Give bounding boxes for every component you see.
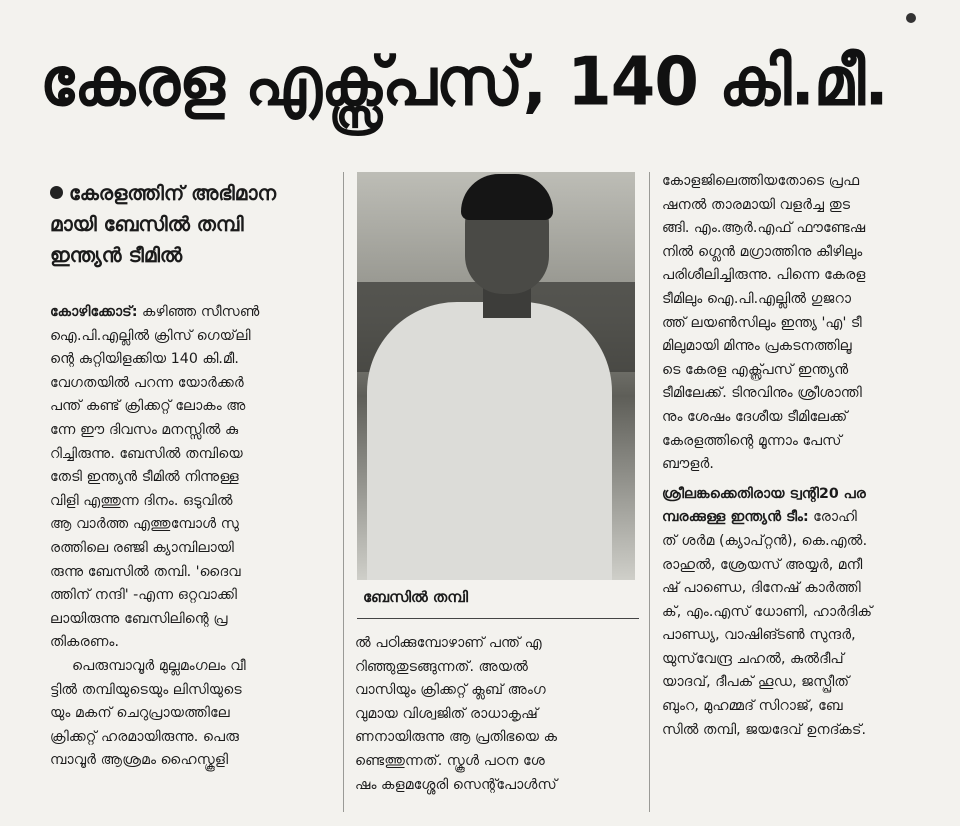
text-line: ണ്ടെത്തുന്നത്. സ്കൂൾ പഠന ശേ xyxy=(355,752,545,769)
text-line: പരിശീലിച്ചിരുന്നു. പിന്നെ കേരള xyxy=(662,267,866,284)
text-line: മ്പാവൂർ ആശ്രമം ഹൈസ്കൂളി xyxy=(50,752,229,769)
text-line: റിച്ചിരുന്നു. ബേസിൽ തമ്പിയെ xyxy=(50,445,243,462)
text-line: മിലുമായി മിന്നും പ്രകടനത്തിലൂ xyxy=(662,338,852,355)
paragraph-2 xyxy=(50,655,350,679)
squad-line: ത് ശർമ (ക്യാപ്റ്റൻ), കെ.എൽ. xyxy=(662,532,868,549)
text-line: രുന്നു ബേസിൽ തമ്പി. 'ദൈവ xyxy=(50,563,241,580)
text-line: യും മകന് ചെറുപ്രായത്തിലേ xyxy=(50,705,230,722)
team-heading-line: ശ്രീലങ്കക്കെതിരായ ട്വന്റി20 പര xyxy=(662,485,866,502)
text-line: വുമായ വിശ്വജിത് രാധാകൃഷ് xyxy=(355,705,538,722)
text-line: ടെ കേരള എക്സ്പ്രസ് ഇന്ത്യൻ xyxy=(662,361,849,378)
squad-line: ക്, എം.എസ് ധോണി, ഹാർദിക് xyxy=(662,603,873,620)
text-line: ഷനൽ താരമായി വളർച്ച തുട xyxy=(662,196,851,213)
text-line: ഐ.പി.എല്ലിൽ ക്രിസ് ഗെയ്‌ലി xyxy=(50,327,251,344)
text-line: ക്രിക്കറ്റ് ഹരമായിരുന്നു. പെരു xyxy=(50,728,240,745)
squad-line: യാദവ്, ദീപക് ഹൂഡ, ജസ്പ്രീത് xyxy=(662,674,850,691)
player-photo xyxy=(357,172,635,580)
subheadline xyxy=(50,178,350,271)
squad-line: യുസ്‌വേന്ദ്ര ചഹൽ, കുൽദീപ് xyxy=(662,650,844,667)
column-2 xyxy=(355,632,637,797)
text-line: റിഞ്ഞുതുടങ്ങുന്നത്. അയൽ xyxy=(355,658,529,675)
text-line: വേഗതയിൽ പറന്ന യോർക്കർ xyxy=(50,374,244,391)
corner-dot xyxy=(906,13,916,23)
paragraph-1 xyxy=(50,301,350,655)
squad-line: സിൽ തമ്പി, ജയദേവ് ഉനദ്കട്. xyxy=(662,721,867,738)
column-3 xyxy=(662,170,932,742)
column-divider-right xyxy=(649,172,650,812)
text-line: ട്ടിൽ തമ്പിയുടെയും ലിസിയുടെ xyxy=(50,681,242,698)
text-line: നിൽ ഗ്ലെൻ മഗ്രാത്തിനു കീഴിലും xyxy=(662,243,863,260)
text-line: പെരുമ്പാവൂർ മുല്ലമംഗലം വീ xyxy=(72,657,246,674)
text-line: ടീമിലേക്ക്. ടിനുവിനും ശ്രീശാന്തി xyxy=(662,385,862,402)
caption-rule xyxy=(357,618,639,619)
text-line: നും ശേഷം ദേശീയ ടീമിലേക്ക് xyxy=(662,408,848,425)
subheadline-line-1: കേരളത്തിന് അഭിമാന xyxy=(50,178,350,209)
subheadline-line-3: ഇന്ത്യൻ ടീമിൽ xyxy=(50,243,183,267)
column-1 xyxy=(50,178,350,773)
text-line: ന്റെ കുറ്റിയിളക്കിയ 140 കി.മീ. xyxy=(50,351,239,368)
text-line: ൽ പഠിക്കുമ്പോഴാണ് പന്ത് എ xyxy=(355,635,542,651)
text-line: കോളജിലെത്തിയതോടെ പ്രഫ xyxy=(662,173,860,189)
text-line: തികരണം. xyxy=(50,634,120,651)
photo-hair xyxy=(461,174,553,220)
text-line: കേരളത്തിന്റെ മൂന്നാം പേസ് xyxy=(662,432,842,449)
dateline: കോഴിക്കോട്: xyxy=(50,304,138,320)
paragraph-2-cont xyxy=(50,679,350,773)
text-line: ത്തിന് നന്ദി' -എന്ന ഒറ്റവാക്കി xyxy=(50,587,237,604)
text-line: ആ വാർത്ത എത്തുമ്പോൾ സു xyxy=(50,516,239,533)
text-line: ങ്ങി. എം.ആർ.എഫ് ഫൗണ്ടേഷ xyxy=(662,220,866,237)
text-line: ടീമിലും ഐ.പി.എല്ലിൽ ഗുജറാ xyxy=(662,290,852,307)
headline: കേരള എക്സ്പ്രസ്, 140 കി.മീ. xyxy=(40,43,888,122)
squad-line: പാണ്ഡ്യ, വാഷിങ്ടൺ സുന്ദർ, xyxy=(662,627,856,644)
subheadline-line-2: മായി ബേസിൽ തമ്പി xyxy=(50,212,244,236)
text-line: ഷം കളമശ്ശേരി സെന്റ്പോൾസ് xyxy=(355,776,557,793)
photo-caption: ബേസിൽ തമ്പി xyxy=(363,588,468,606)
text-line: വാസിയും ക്രിക്കറ്റ് ക്ലബ് അംഗ xyxy=(355,682,546,699)
bullet-icon xyxy=(50,186,63,199)
text-line: വിളി എത്തുന്ന ദിനം. ഒടുവിൽ xyxy=(50,492,233,509)
text-line: ബൗളർ. xyxy=(662,456,714,473)
text-line: ലായിരുന്നു ബേസിലിന്റെ പ്ര xyxy=(50,610,228,627)
squad-line: രാഹുൽ, ശ്രേയസ് അയ്യർ, മനീ xyxy=(662,556,863,573)
text-line: കോഴിക്കോട്: കഴിഞ്ഞ സീസൺ xyxy=(50,304,260,320)
text-line: തേടി ഇന്ത്യൻ ടീമിൽ നിന്നുള്ള xyxy=(50,469,239,486)
squad-line: ബുംറ, മുഹമ്മദ് സിറാജ്, ബേ xyxy=(662,698,843,715)
photo-shirt xyxy=(367,302,612,580)
text-line: രത്തിലെ രഞ്ജി ക്യാമ്പിലായി xyxy=(50,539,234,556)
text-line: ന്നേ ഈ ദിവസം മനസ്സിൽ കു xyxy=(50,421,239,438)
text-line: പന്ത് കണ്ട് ക്രിക്കറ്റ് ലോകം അ xyxy=(50,398,246,415)
text-line: ണനായിരുന്നു ആ പ്രതിഭയെ ക xyxy=(355,729,558,746)
team-heading-line: മ്പരക്കുള്ള ഇന്ത്യൻ ടീം: രോഹി xyxy=(662,509,857,526)
text-line: ത്ത് ലയൺസിലും ഇന്ത്യ 'എ' ടീ xyxy=(662,314,862,331)
squad-line: ഷ് പാണ്ഡെ, ദിനേഷ് കാർത്തി xyxy=(662,580,861,597)
